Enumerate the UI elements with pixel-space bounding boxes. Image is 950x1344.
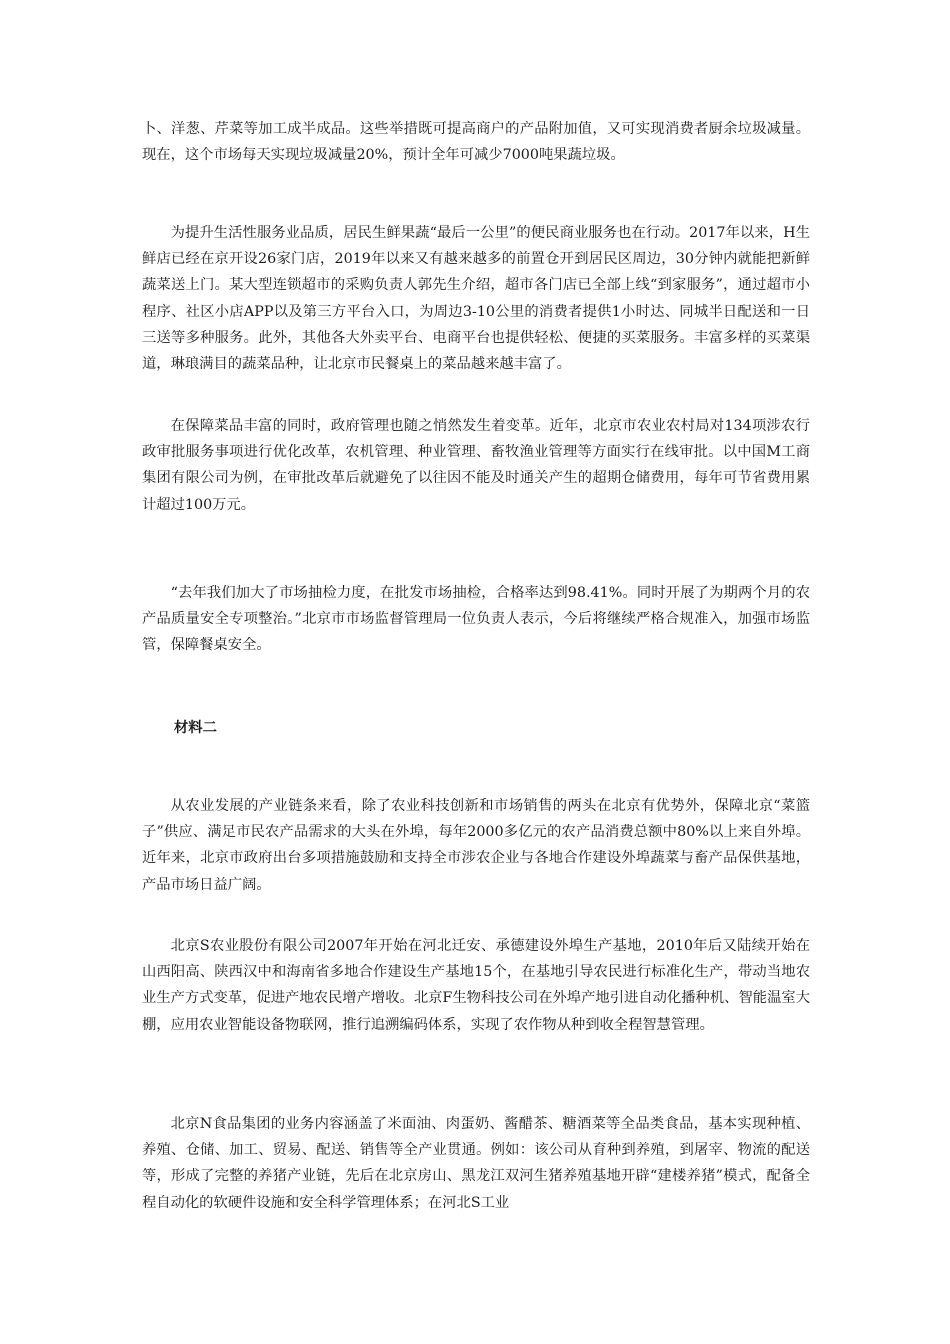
paragraph-market-inspection: “去年我们加大了市场抽检力度，在批发市场抽检，合格率达到98.41%。同时开展了为期两个月的农产品质量安全专项整治。”北京市市场监督管理局一位负责人表示，今后将继续严格合规准入，加强市场监管，保障餐桌安全。 bbox=[142, 585, 810, 654]
paragraph-garbage-reduction: 卜、洋葱、芹菜等加工成半成品。这些举措既可提高商户的产品附加值，又可实现消费者厨余垃圾减量。现在，这个市场每天实现垃圾减量20%，预计全年可减少7000吨果蔬垃圾。 bbox=[142, 121, 810, 164]
paragraph-last-mile-service: 为提升生活性服务业品质，居民生鲜果蔬“最后一公里”的便民商业服务也在行动。2017年以来，H生鲜店已经在京开设26家门店，2019年以来又有越来越多的前置仓开到居民区周边，30分钟内就能把新鲜蔬菜送上门。某大型连锁超市的采购负责人郭先生介绍，超市各门店已全部上线“到家服务”，通过超市小程序、社区小店APP以及第三方平台入口，为周边3-10公里的消费者提供1小时达、同城半日配送和一日三送等多种服务。此外，其他各大外卖平台、电商平台也提供轻松、便捷的买菜服务。丰富多样的买菜渠道，琳琅满目的蔬菜品种，让北京市民餐桌上的菜品越来越丰富了。 bbox=[142, 225, 810, 373]
paragraph-industry-chain: 从农业发展的产业链条来看，除了农业科技创新和市场销售的两头在北京有优势外，保障北京“菜篮子”供应、满足市民农产品需求的大头在外埠，每年2000多亿元的农产品消费总额中80%以上来自外埠。近年来，北京市政府出台多项措施鼓励和支持全市涉农企业与各地合作建设外埠蔬菜与畜产品保供基地，产品市场日益广阔。 bbox=[142, 798, 810, 893]
paragraph-s-agriculture-company: 北京S农业股份有限公司2007年开始在河北迁安、承德建设外埠生产基地，2010年后又陆续开始在山西阳高、陕西汉中和海南省多地合作建设生产基地15个，在基地引导农民进行标准化生产，带动当地农业生产方式变革，促进产地农民增产增收。北京F生物科技公司在外埠产地引进自动化播种机、智能温室大棚，应用农业智能设备物联网，推行追溯编码体系，实现了农作物从种到收全程智慧管理。 bbox=[142, 938, 810, 1033]
paragraph-n-food-group: 北京N食品集团的业务内容涵盖了米面油、肉蛋奶、酱醋茶、糖酒菜等全品类食品，基本实现种植、养殖、仓储、加工、贸易、配送、销售等全产业贯通。例如：该公司从育种到养殖，到屠宰、物流的配送等，形成了完整的养猪产业链，先后在北京房山、黑龙江双河生猪养殖基地开辟“建楼养猪”模式，配备全程自动化的软硬件设施和安全科学管理体系；在河北S工业 bbox=[142, 1116, 810, 1211]
section-heading-material-two: 材料二 bbox=[174, 720, 217, 736]
paragraph-government-reform: 在保障菜品丰富的同时，政府管理也随之悄然发生着变革。近年，北京市农业农村局对134项涉农行政审批服务事项进行优化改革，农机管理、种业管理、畜牧渔业管理等方面实行在线审批。以中国M工商集团有限公司为例，在审批改革后就避免了以往因不能及时通关产生的超期仓储费用，每年可节省费用累计超过100万元。 bbox=[142, 418, 810, 513]
